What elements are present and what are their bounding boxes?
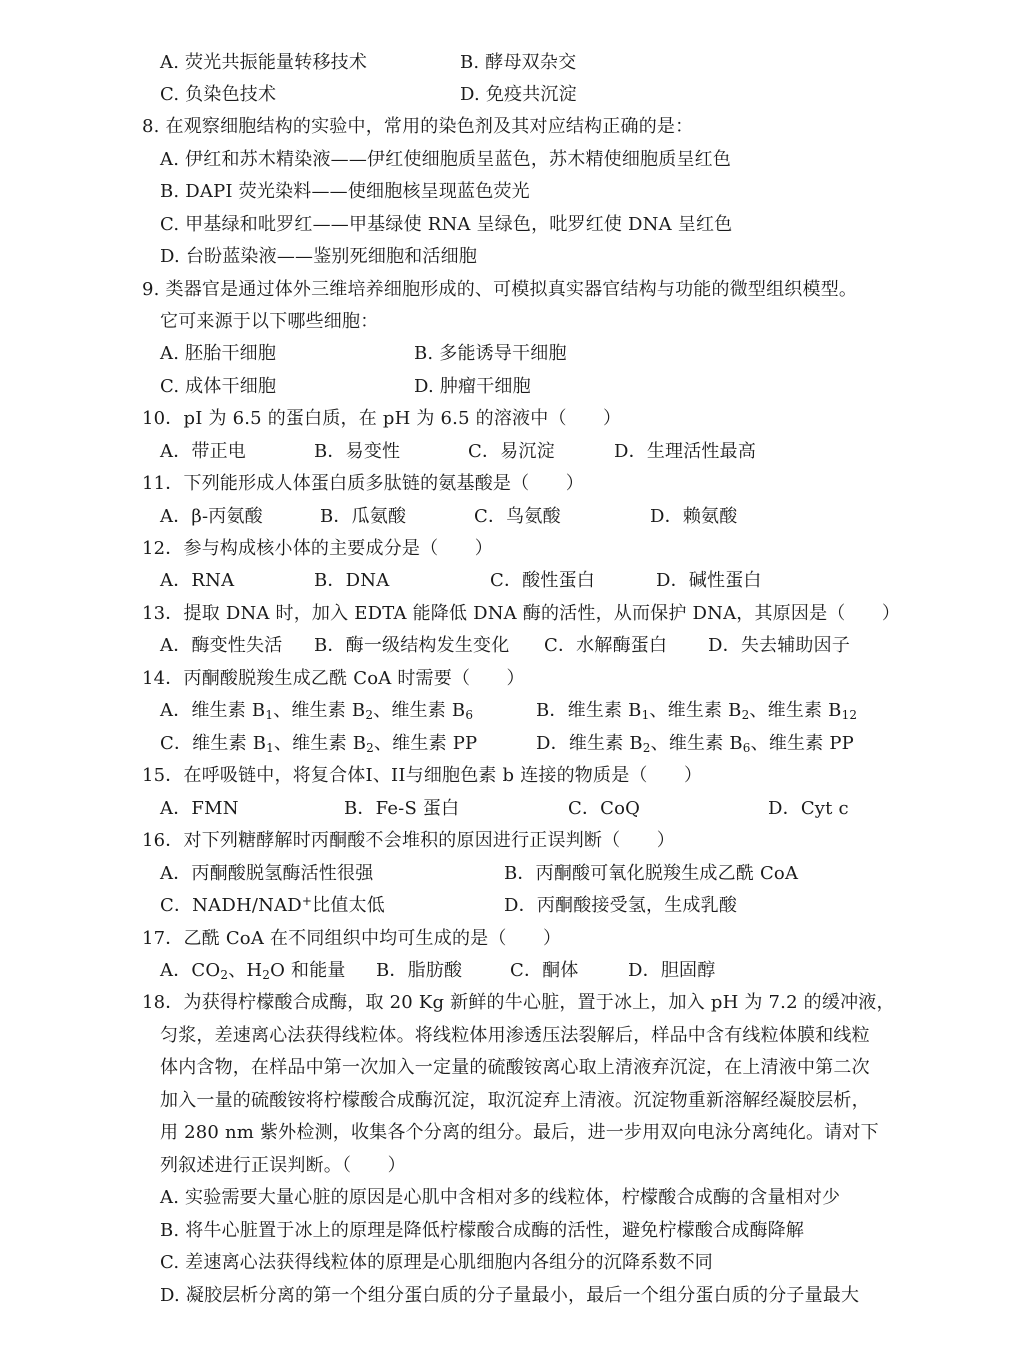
q18-stem-line-3: 体内含物，在样品中第一次加入一定量的硫酸铵离心取上清液弃沉淀，在上清液中第二次 <box>160 1057 870 1078</box>
q16-stem: 16．对下列糖酵解时丙酮酸不会堆积的原因进行正误判断（ ） <box>142 830 675 851</box>
q10-option-b: B．易变性 <box>314 441 401 462</box>
q14-option-c: C．维生素 $B_1$、维生素 $B_2$、维生素 PP <box>160 733 478 755</box>
q7-option-d: D. 免疫共沉淀 <box>460 84 577 105</box>
q16-option-a: A．丙酮酸脱氢酶活性很强 <box>160 863 374 884</box>
q11-option-d: D．赖氨酸 <box>650 506 738 527</box>
q15-option-d: D．Cyt c <box>768 798 849 819</box>
q14-option-a: A．维生素 $B_1$、维生素 $B_2$、维生素 $B_6$ <box>160 700 474 722</box>
q17-option-d: D．胆固醇 <box>628 960 716 981</box>
q12-stem: 12．参与构成核小体的主要成分是（ ） <box>142 538 493 559</box>
q9-option-a: A. 胚胎干细胞 <box>160 343 277 364</box>
q16-option-d: D．丙酮酸接受氢，生成乳酸 <box>504 895 738 916</box>
q12-option-d: D．碱性蛋白 <box>656 570 762 591</box>
q7-option-b: B. 酵母双杂交 <box>460 52 577 73</box>
q13-option-a: A．酶变性失活 <box>160 635 283 656</box>
q8-option-a: A. 伊红和苏木精染液——伊红使细胞质呈蓝色，苏木精使细胞质呈红色 <box>160 149 732 170</box>
q17-option-a: A．$CO_2$、$H_2O$ 和能量 <box>160 960 346 982</box>
q13-option-b: B．酶一级结构发生变化 <box>314 635 510 656</box>
q12-option-c: C．酸性蛋白 <box>490 570 595 591</box>
q11-option-a: A．β-丙氨酸 <box>160 506 263 527</box>
q9-stem-line-2: 它可来源于以下哪些细胞： <box>160 311 379 332</box>
q18-stem-line-1: 18．为获得柠檬酸合成酶，取 20 Kg 新鲜的牛心脏，置于冰上，加入 pH 为 7.2 的缓冲液， <box>142 992 895 1013</box>
q16-option-c: C．NADH/NAD+比值太低 <box>160 894 385 916</box>
q17-stem: 17．乙酰 CoA 在不同组织中均可生成的是（ ） <box>142 928 562 949</box>
q14-option-d: D．维生素 $B_2$、维生素 $B_6$、维生素 PP <box>536 733 854 755</box>
q18-option-b: B. 将牛心脏置于冰上的原理是降低柠檬酸合成酶的活性，避免柠檬酸合成酶降解 <box>160 1220 805 1241</box>
q10-option-c: C．易沉淀 <box>468 441 555 462</box>
q8-option-b: B. DAPI 荧光染料——使细胞核呈现蓝色荧光 <box>160 181 530 202</box>
q8-option-c: C. 甲基绿和吡罗红——甲基绿使 RNA 呈绿色，吡罗红使 DNA 呈红色 <box>160 214 733 235</box>
q12-option-a: A．RNA <box>160 570 235 591</box>
q9-option-b: B. 多能诱导干细胞 <box>414 343 567 364</box>
q15-option-c: C．CoQ <box>568 798 641 819</box>
q15-option-b: B．Fe-S 蛋白 <box>344 798 460 819</box>
q10-option-d: D．生理活性最高 <box>614 441 757 462</box>
q7-option-a: A. 荧光共振能量转移技术 <box>160 52 368 73</box>
q17-option-c: C．酮体 <box>510 960 579 981</box>
q18-stem-line-2: 匀浆，差速离心法获得线粒体。将线粒体用渗透压法裂解后，样品中含有线粒体膜和线粒 <box>160 1025 870 1046</box>
q9-option-c: C. 成体干细胞 <box>160 376 277 397</box>
q11-option-b: B．瓜氨酸 <box>320 506 407 527</box>
q16-option-b: B．丙酮酸可氧化脱羧生成乙酰 CoA <box>504 863 799 884</box>
q9-option-d: D. 肿瘤干细胞 <box>414 376 531 397</box>
q13-stem: 13．提取 DNA 时，加入 EDTA 能降低 DNA 酶的活性，从而保护 DNA，其原因是（ ） <box>142 603 901 624</box>
q18-stem-line-6: 列叙述进行正误判断。（ ） <box>160 1155 406 1176</box>
q18-option-a: A. 实验需要大量心脏的原因是心肌中含相对多的线粒体，柠檬酸合成酶的含量相对少 <box>160 1187 841 1208</box>
q18-option-c: C. 差速离心法获得线粒体的原理是心肌细胞内各组分的沉降系数不同 <box>160 1252 713 1273</box>
q15-stem: 15．在呼吸链中，将复合体I、II与细胞色素 b 连接的物质是（ ） <box>142 765 703 786</box>
q8-option-d: D. 台盼蓝染液——鉴别死细胞和活细胞 <box>160 246 478 267</box>
q13-option-d: D．失去辅助因子 <box>708 635 851 656</box>
q17-option-b: B．脂肪酸 <box>376 960 463 981</box>
q10-stem: 10．pI 为 6.5 的蛋白质，在 pH 为 6.5 的溶液中（ ） <box>142 408 622 429</box>
q11-stem: 11．下列能形成人体蛋白质多肽链的氨基酸是（ ） <box>142 473 584 494</box>
q13-option-c: C．水解酶蛋白 <box>544 635 668 656</box>
q11-option-c: C．鸟氨酸 <box>474 506 561 527</box>
q14-option-b: B．维生素 $B_1$、维生素 $B_2$、维生素 $B_{12}$ <box>536 700 858 722</box>
q8-stem: 8. 在观察细胞结构的实验中，常用的染色剂及其对应结构正确的是： <box>142 116 694 137</box>
q18-option-d: D. 凝胶层析分离的第一个组分蛋白质的分子量最小，最后一个组分蛋白质的分子量最大 <box>160 1285 860 1306</box>
q10-option-a: A．带正电 <box>160 441 246 462</box>
q18-stem-line-5: 用 280 nm 紫外检测，收集各个分离的组分。最后，进一步用双向电泳分离纯化。请对下 <box>160 1122 879 1143</box>
q14-stem: 14．丙酮酸脱羧生成乙酰 CoA 时需要（ ） <box>142 668 525 689</box>
q9-stem-line-1: 9. 类器官是通过体外三维培养细胞形成的、可模拟真实器官结构与功能的微型组织模型。 <box>142 279 858 300</box>
q15-option-a: A．FMN <box>160 798 239 819</box>
q12-option-b: B．DNA <box>314 570 390 591</box>
q18-stem-line-4: 加入一量的硫酸铵将柠檬酸合成酶沉淀，取沉淀弃上清液。沉淀物重新溶解经凝胶层析， <box>160 1090 870 1111</box>
q7-option-c: C. 负染色技术 <box>160 84 277 105</box>
